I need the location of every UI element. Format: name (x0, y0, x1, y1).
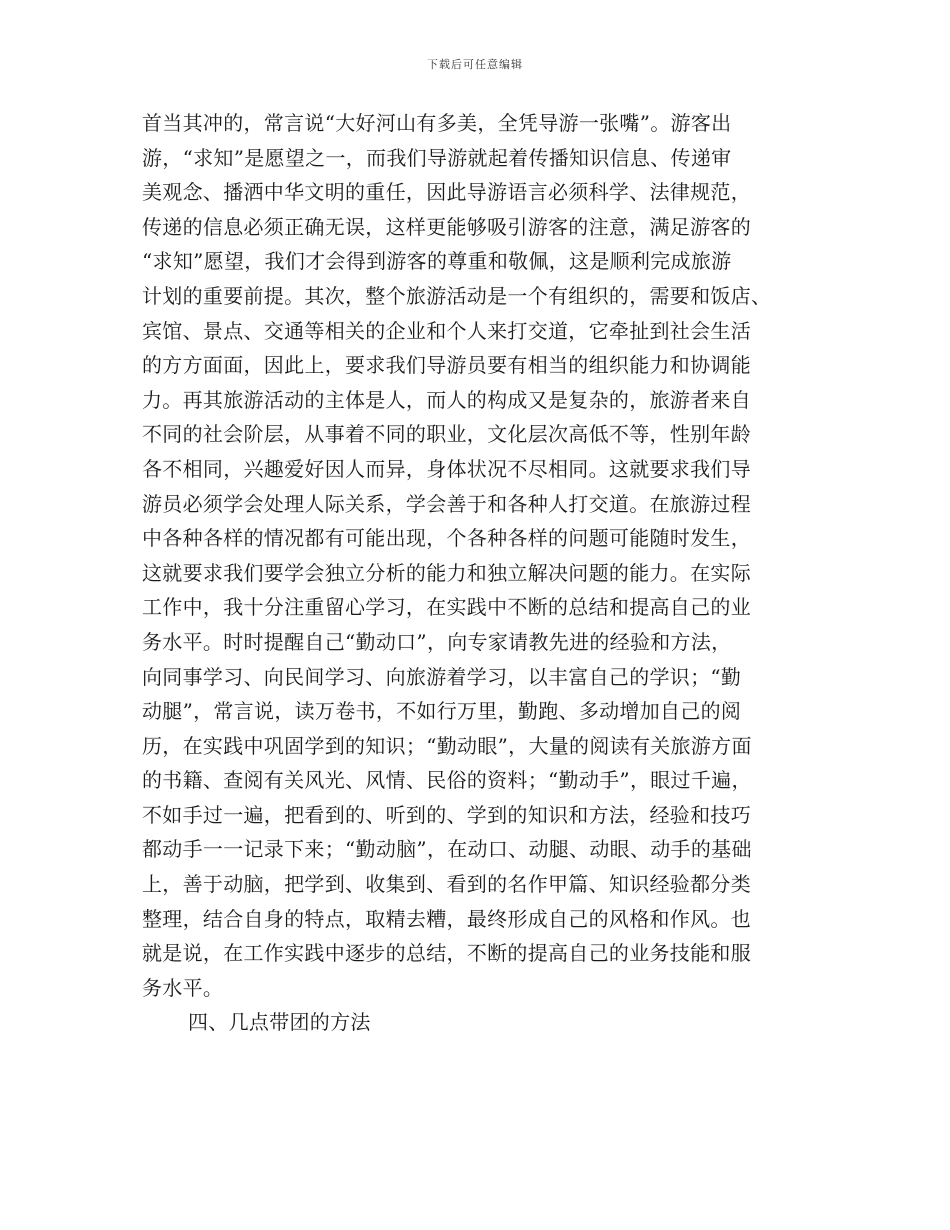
page-header: 下载后可任意编辑 (427, 58, 523, 71)
paragraph-line: 动腿”，常言说，读万卷书，不如行万里，勤跑、多动增加自己的阅 (142, 699, 742, 724)
paragraph-line: 美观念、播洒中华文明的重任，因此导游语言必须科学、法律规范， (142, 180, 751, 205)
paragraph-line: 中各种各样的情况都有可能出现，个各种各样的问题可能随时发生， (142, 526, 751, 551)
paragraph-line: 上，善于动脑，把学到、收集到、看到的名作甲篇、知识经验都分类 (142, 872, 751, 897)
paragraph-line: 都动手一一记录下来；“勤动脑”，在动口、动腿、动眼、动手的基础 (142, 837, 752, 862)
paragraph-line: 游员必须学会处理人际关系，学会善于和各种人打交道。在旅游过程 (142, 491, 751, 516)
paragraph-line: 务水平。时时提醒自己“勤动口”，向专家请教先进的经验和方法， (142, 629, 732, 654)
paragraph-line: 务水平。 (142, 975, 224, 1000)
paragraph-line: 首当其冲的，常言说“大好河山有多美，全凭导游一张嘴”。游客出 (142, 111, 732, 135)
paragraph-line: 各不相同，兴趣爱好因人而异，身体状况不尽相同。这就要求我们导 (142, 456, 751, 481)
paragraph-line: 计划的重要前提。其次，整个旅游活动是一个有组织的，需要和饭店、 (142, 283, 772, 308)
paragraph-line: 就是说，在工作实践中逐步的总结，不断的提高自己的业务技能和服 (142, 941, 751, 966)
paragraph-line: 历，在实践中巩固学到的知识；“勤动眼”，大量的阅读有关旅游方面 (142, 733, 752, 758)
paragraph-line: 的书籍、查阅有关风光、风情、民俗的资料；“勤动手”，眼过千遍， (142, 768, 752, 793)
paragraph-line: 宾馆、景点、交通等相关的企业和个人来打交道，它牵扯到社会生活 (142, 318, 751, 343)
paragraph-line: 工作中，我十分注重留心学习，在实践中不断的总结和提高自己的业 (142, 595, 751, 620)
paragraph-line: 游，“求知”是愿望之一，而我们导游就起着传播知识信息、传递审 (142, 145, 732, 170)
paragraph-line: “求知”愿望，我们才会得到游客的尊重和敬佩，这是顺利完成旅游 (142, 249, 732, 274)
paragraph-line: 不如手过一遍，把看到的、听到的、学到的知识和方法，经验和技巧 (142, 802, 751, 827)
paragraph-line: 不同的社会阶层，从事着不同的职业，文化层次高低不等，性别年龄 (142, 422, 751, 447)
paragraph-line: 力。再其旅游活动的主体是人，而人的构成又是复杂的，旅游者来自 (142, 387, 751, 412)
section-heading: 四、几点带团的方法 (188, 1010, 371, 1035)
paragraph-line: 的方方面面，因此上，要求我们导游员要有相当的组织能力和协调能 (142, 353, 751, 378)
paragraph-line: 这就要求我们要学会独立分析的能力和独立解决问题的能力。在实际 (142, 560, 751, 585)
paragraph-line: 向同事学习、向民间学习、向旅游着学习，以丰富自己的学识；“勤 (142, 664, 742, 689)
document-body (142, 106, 812, 1040)
paragraph-line: 传递的信息必须正确无误，这样更能够吸引游客的注意，满足游客的 (142, 214, 751, 239)
paragraph-line: 整理，结合自身的特点，取精去糟，最终形成自己的风格和作风。也 (142, 906, 751, 931)
